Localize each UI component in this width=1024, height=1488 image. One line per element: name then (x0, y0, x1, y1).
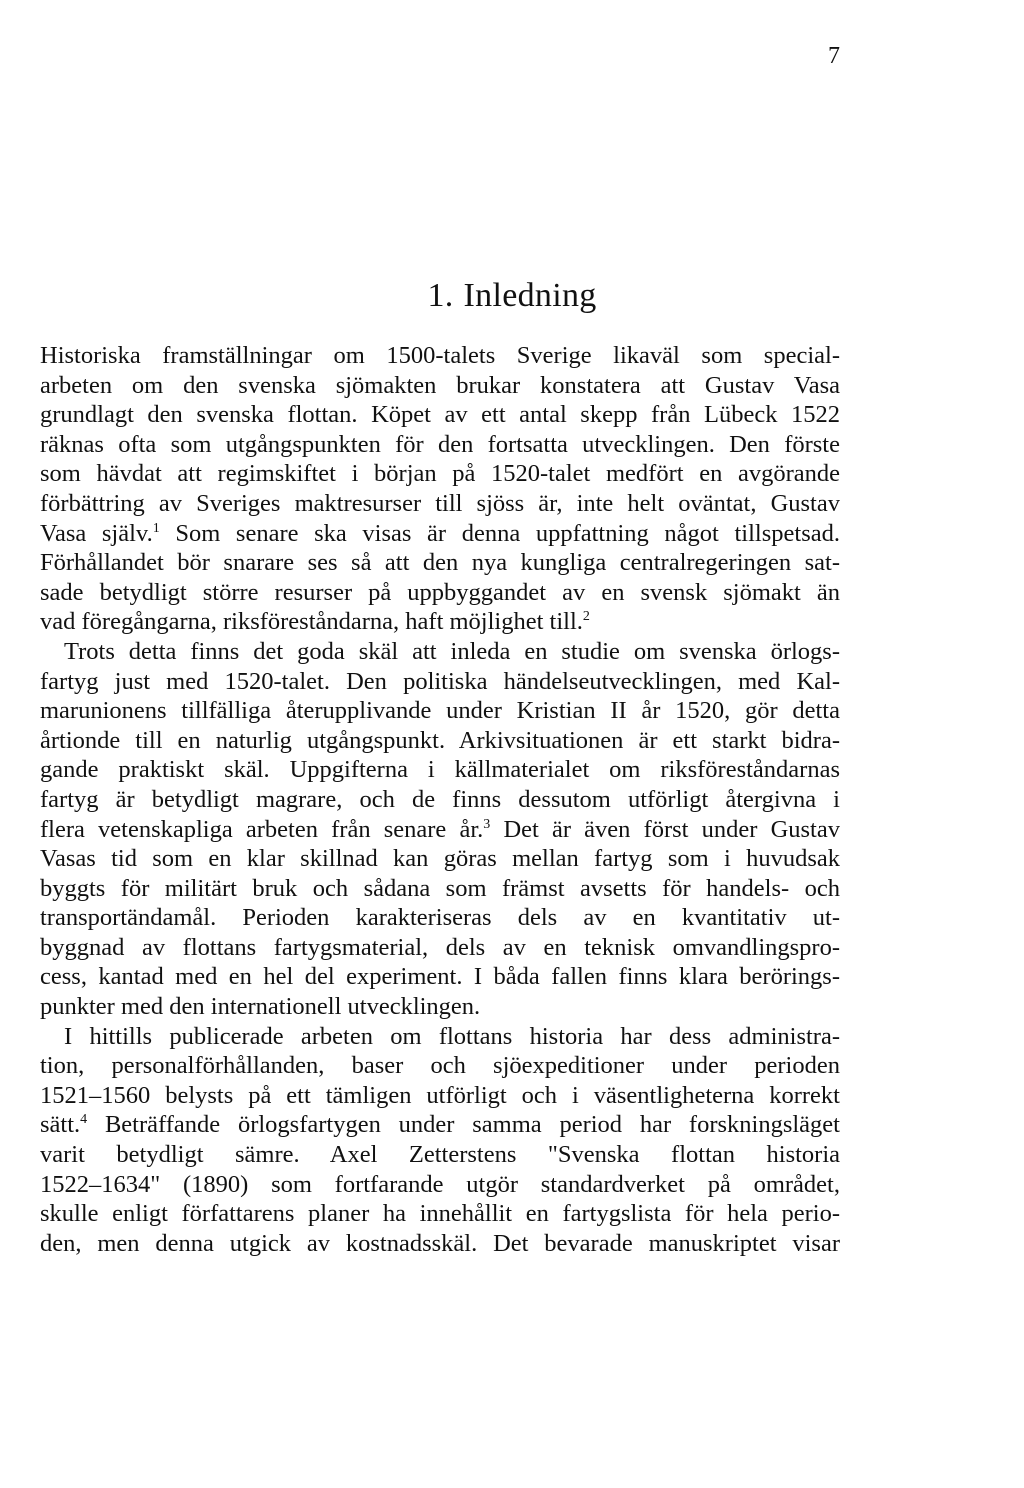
line-text: Beträffande örlogsfartygen under samma period har forskningsläget (87, 1111, 840, 1139)
line-text: I hittills publicerade arbeten om flottans historia har dess administra- (64, 1022, 840, 1050)
text-line (40, 607, 840, 637)
text-line (40, 726, 840, 756)
line-text: Historiska framställningar om 1500-talets Sverige likaväl som special- (40, 342, 840, 369)
text-line (40, 459, 840, 489)
line-text: sätt. (40, 1111, 81, 1139)
text-line (40, 667, 840, 697)
text-line (40, 637, 840, 667)
text-line (40, 1229, 840, 1259)
text-line (40, 430, 840, 460)
line-text: Förhållandet bör snarare ses så att den nya kungliga centralregeringen sat- (40, 549, 840, 577)
text-line (40, 992, 840, 1022)
text-line (40, 1051, 840, 1081)
line-text: tion, personalförhållanden, baser och sjöexpeditioner under perioden (40, 1052, 840, 1080)
text-line (40, 874, 840, 904)
line-text: förbättring av Sveriges maktresurser till sjöss är, inte helt oväntat, Gustav (40, 489, 840, 517)
line-text: årtionde till en naturlig utgångspunkt. Arkivsituationen är ett starkt bidra- (40, 726, 840, 754)
line-text: 1521–1560 belysts på ett tämligen utförligt och i väsentligheterna korrekt (40, 1081, 840, 1109)
line-text: flera vetenskapliga arbeten från senare år. (40, 815, 484, 843)
text-line (40, 371, 840, 401)
line-text: grundlagt den svenska flottan. Köpet av ett antal skepp från Lübeck 1522 (40, 401, 840, 429)
chapter-number: 1. (427, 277, 454, 314)
line-text: byggts för militärt bruk och sådana som främst avsetts för handels- och (40, 874, 840, 902)
line-text: fartyg är betydligt magrare, och de finns dessutom utförligt återgivna i (40, 785, 840, 813)
text-line (40, 519, 840, 549)
text-line (40, 903, 840, 933)
line-text: marunionens tillfälliga återupplivande under Kristian II år 1520, gör detta (40, 697, 840, 725)
line-text: transportändamål. Perioden karakteriseras dels av en kvantitativ ut- (40, 904, 840, 932)
body-text (40, 341, 840, 1258)
line-text: Vasa själv. (40, 519, 153, 547)
chapter-title: Inledning (463, 277, 597, 314)
line-text: räknas ofta som utgångspunkten för den fortsatta utvecklingen. Den förste (40, 430, 840, 458)
text-line (40, 1140, 840, 1170)
line-text: den, men denna utgick av kostnadsskäl. Det bevarade manuskriptet visar (40, 1229, 840, 1257)
text-line (40, 489, 840, 519)
text-line (40, 844, 840, 874)
line-text: byggnad av flottans fartygsmaterial, dels av en teknisk omvandlingspro- (40, 933, 840, 961)
footnote-marker[interactable]: 3 (483, 816, 491, 832)
text-line (40, 1081, 840, 1111)
line-text: punkter med den internationell utvecklingen. (40, 993, 481, 1021)
chapter-heading (0, 276, 1024, 316)
text-line (40, 933, 840, 963)
text-line (40, 1110, 840, 1140)
text-line (40, 1022, 840, 1052)
text-line (40, 815, 840, 845)
line-text: 1522–1634" (1890) som fortfarande utgör standardverket på området, (40, 1170, 840, 1198)
page-number: 7 (828, 43, 840, 69)
text-line (40, 785, 840, 815)
text-line (40, 1199, 840, 1229)
footnote-marker[interactable]: 2 (582, 609, 590, 625)
text-line (40, 400, 840, 430)
line-text: som hävdat att regimskiftet i början på 1520-talet medfört en avgörande (40, 460, 840, 488)
text-line (40, 755, 840, 785)
line-text: fartyg just med 1520-talet. Den politiska händelseutvecklingen, med Kal- (40, 667, 840, 695)
text-line (40, 341, 840, 371)
line-text: Det är även först under Gustav (490, 815, 840, 843)
footnote-marker[interactable]: 4 (80, 1112, 88, 1128)
text-line (40, 696, 840, 726)
line-text: Vasas tid som en klar skillnad kan göras mellan fartyg som i huvudsak (40, 845, 840, 873)
line-text: cess, kantad med en hel del experiment. I båda fallen finns klara berörings- (40, 963, 840, 991)
text-line (40, 962, 840, 992)
line-text: Trots detta finns det goda skäl att inleda en studie om svenska örlogs- (64, 637, 840, 665)
line-text: sade betydligt större resurser på uppbyggandet av en svensk sjömakt än (40, 578, 840, 606)
line-text: vad föregångarna, riksföreståndarna, haft möjlighet till. (40, 608, 583, 636)
line-text: Som senare ska visas är denna uppfattning något tillspetsad. (159, 519, 840, 547)
line-text: varit betydligt sämre. Axel Zetterstens "Svenska flottan historia (40, 1141, 840, 1169)
text-line (40, 1170, 840, 1200)
text-line (40, 548, 840, 578)
text-line (40, 578, 840, 608)
line-text: skulle enligt författarens planer ha innehållit en fartygslista för hela perio- (40, 1200, 840, 1228)
line-text: gande praktiskt skäl. Uppgifterna i källmaterialet om riksföreståndarnas (40, 756, 840, 784)
footnote-marker[interactable]: 1 (152, 520, 160, 536)
line-text: arbeten om den svenska sjömakten brukar konstatera att Gustav Vasa (40, 371, 840, 399)
